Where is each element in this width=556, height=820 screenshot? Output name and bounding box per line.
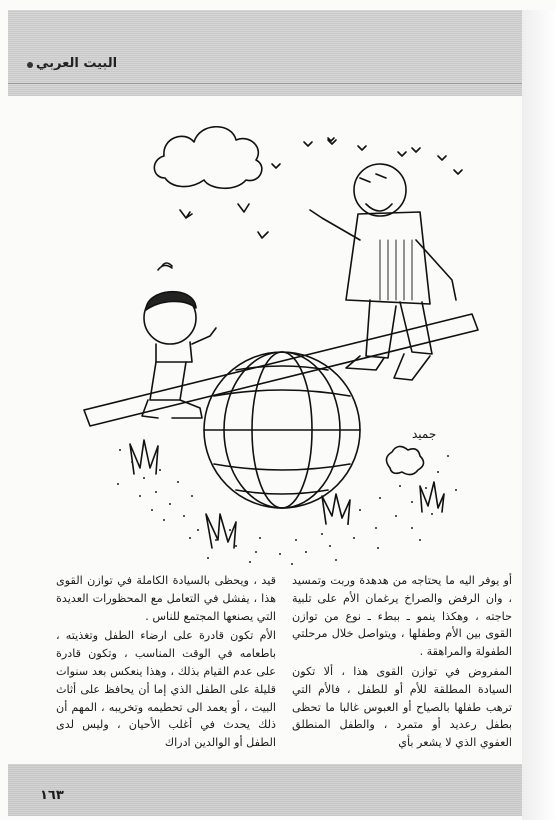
cloud-shape bbox=[154, 127, 262, 189]
paragraph: المفروض في توازن القوى هذا ، ألا تكون السيادة المطلقة للأم أو للطفل ، فالأم التي ترهب طفلها بالصياح أو العبوس غالبا ما تحظى بطفل رعديد أو متمرد ، والطفل المنطلق العفوي الذي لا يشعر بأي bbox=[292, 664, 512, 750]
running-header-title: البيت العربي bbox=[36, 56, 118, 71]
bird-3 bbox=[258, 232, 268, 238]
grass-4 bbox=[420, 482, 444, 512]
header-divider bbox=[8, 83, 522, 84]
text-column-right bbox=[292, 572, 512, 754]
bird-11 bbox=[454, 170, 462, 174]
text-column-left bbox=[56, 572, 276, 754]
bird-4 bbox=[272, 164, 280, 168]
bird-10 bbox=[438, 156, 446, 160]
bird-7 bbox=[358, 146, 366, 150]
grass-2 bbox=[206, 514, 236, 548]
paragraph: قيد ، ويحظى بالسيادة الكاملة في توازن القوى هذا ، يفشل في التعامل مع المحظورات العديدة التي يصنعها المجتمع للناس . bbox=[56, 574, 276, 623]
bird-2 bbox=[238, 204, 249, 212]
bird-1 bbox=[180, 210, 192, 218]
paragraph: الأم تكون قادرة على ارضاء الطفل وتغذيته ، باطعامه في الوقت المناسب ، وتكون قادرة على عدم القيام بذلك ، وهذا ينعكس بعد سنوات قليلة على الطفل الذي إما أن يحافظ على أثاث البيت ، أو يعمد الى تحطيمه وتخريبه ، المهم أن ذلك يحدث في أغلب الأحيان ، وليس لدى الطفل أو الوالدين ادراك bbox=[56, 629, 276, 750]
man-head bbox=[354, 164, 406, 216]
bullet-icon bbox=[27, 62, 33, 68]
grass-3 bbox=[322, 494, 350, 524]
bird-9 bbox=[412, 148, 420, 152]
page-number: ١٦٣ bbox=[40, 788, 64, 803]
artist-signature: جميد bbox=[412, 427, 437, 441]
bush-icon bbox=[386, 446, 423, 474]
page-edge bbox=[522, 10, 556, 820]
paragraph: أو يوفر اليه ما يحتاجه من هدهدة وربت وتمسيد ، وان الرفض والصراخ يرغمان الأم على تلبية حاجته ، وهكذا ينمو ـ ببطء ـ نوع من توازن القوى بين الأم وطفلها ، ويتواصل خلال مرحلتي الطفولة والمراهقة . bbox=[292, 574, 512, 659]
bird-5 bbox=[304, 142, 312, 146]
footer-band bbox=[8, 764, 522, 816]
bird-8 bbox=[398, 152, 406, 156]
cartoon-illustration bbox=[60, 100, 500, 580]
grass-1 bbox=[130, 440, 158, 474]
